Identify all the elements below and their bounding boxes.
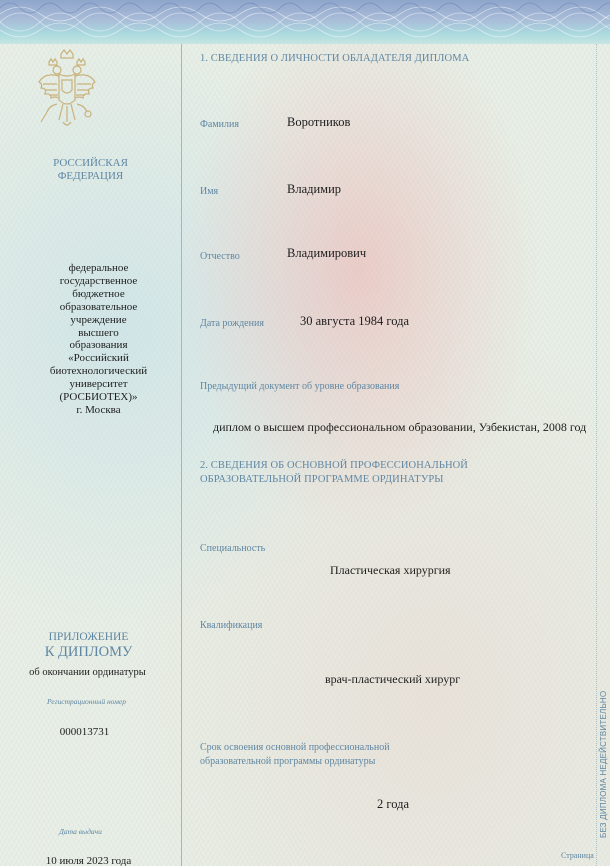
section-2-title-line-2: ОБРАЗОВАТЕЛЬНОЙ ПРОГРАММЕ ОРДИНАТУРЫ	[200, 474, 444, 485]
institution-line: учреждение	[70, 313, 127, 326]
duration-value: 2 года	[377, 797, 409, 811]
country-line-1: РОССИЙСКАЯ	[53, 157, 128, 169]
institution-line: государственное	[59, 274, 138, 287]
institution-line: образовательное	[59, 300, 138, 313]
appendix-title-line-2: К ДИПЛОМУ	[44, 644, 133, 660]
guilloche-pattern	[0, 0, 610, 44]
dob-value: 30 августа 1984 года	[300, 314, 410, 328]
issue-date: 10 июля 2023 года	[45, 855, 132, 866]
appendix-title	[0, 630, 179, 660]
duration-label-line-1: Срок освоения основной профессиональной	[200, 742, 390, 753]
prev-doc-label: Предыдущий документ об уровне образования	[200, 381, 400, 392]
double-headed-eagle-emblem-icon	[35, 48, 99, 138]
institution-line: (РОСБИОТЕХ)»	[59, 391, 138, 404]
qualification-value: врач-пластический хирург	[325, 672, 461, 686]
vertical-note: БЕЗ ДИПЛОМА НЕДЕЙСТВИТЕЛЬНО	[599, 690, 608, 838]
section-2-title-line-1: 2. СВЕДЕНИЯ ОБ ОСНОВНОЙ ПРОФЕССИОНАЛЬНОЙ	[200, 460, 468, 471]
name-label: Имя	[200, 186, 219, 197]
duration-label-line-2: образовательной программы ординатуры	[200, 756, 376, 767]
institution-name	[8, 262, 189, 417]
country-name	[0, 157, 181, 183]
page-label: Страница	[561, 851, 594, 860]
country-line-2: ФЕДЕРАЦИЯ	[57, 170, 124, 182]
reg-number: 000013731	[59, 726, 110, 738]
prev-doc-value: диплом о высшем профессиональном образовании, Узбекистан, 2008 год	[213, 420, 587, 434]
issue-date-label: Дата выдачи	[59, 827, 102, 836]
section-1-title: 1. СВЕДЕНИЯ О ЛИЧНОСТИ ОБЛАДАТЕЛЯ ДИПЛОМА	[200, 53, 470, 64]
institution-line: федеральное	[68, 262, 129, 274]
surname-value: Воротников	[287, 115, 351, 129]
institution-line: университет	[69, 378, 128, 391]
qualification-label: Квалификация	[200, 620, 263, 631]
institution-line: бюджетное	[72, 287, 125, 300]
dob-label: Дата рождения	[200, 318, 264, 329]
institution-line: «Российский	[68, 352, 129, 365]
appendix-subtitle: об окончании ординатуры	[29, 667, 146, 678]
name-value: Владимир	[287, 182, 342, 196]
institution-line: высшего	[78, 326, 119, 339]
column-divider	[181, 44, 182, 866]
institution-line: г. Москва	[76, 403, 121, 416]
institution-line: биотехнологический	[49, 365, 148, 378]
guilloche-top-band	[0, 0, 610, 44]
institution-line: образования	[69, 339, 128, 352]
right-margin-line	[596, 44, 597, 866]
specialty-value: Пластическая хирургия	[330, 563, 451, 577]
specialty-label: Специальность	[200, 543, 266, 554]
surname-label: Фамилия	[200, 119, 239, 130]
reg-number-label: Регистрационный номер	[46, 697, 126, 706]
patronymic-label: Отчество	[200, 251, 240, 262]
patronymic-value: Владимирович	[287, 246, 367, 260]
appendix-title-line-1: ПРИЛОЖЕНИЕ	[48, 631, 129, 643]
